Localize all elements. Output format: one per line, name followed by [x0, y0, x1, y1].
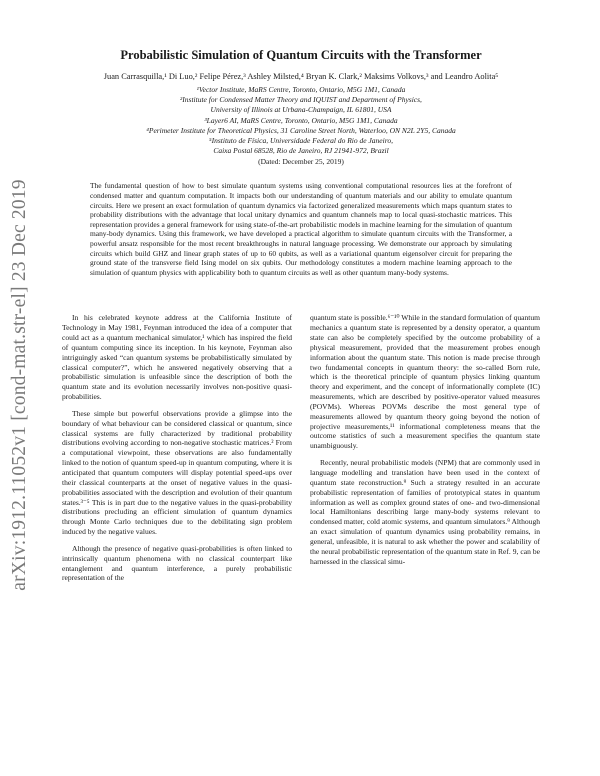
affiliation-line: ³Layer6 AI, MaRS Centre, Toronto, Ontario, M5G 1M1, Canada — [204, 115, 398, 125]
paragraph: Recently, neural probabilistic models (NPM) that are commonly used in language modelling and translation have been used in the context of quantum state reconstruction.⁹ Such a strategy resulted in an accurate probabilistic representation of families of prototypical states in quantum information as well as complex ground states of one- and two-dimensional local Hamiltonians describing large many-body systems relevant to condensed matter, cold atomic systems, and quantum simulators.⁹ Although an exact simulation of quantum dynamics using probability remains, in general, unfeasible, it is natural to ask whether the power and scalability of the neural probabilistic representation of the quantum state in Ref. 9, can be harnessed in the classical simu- — [310, 458, 540, 566]
paragraph: In his celebrated keynote address at the California Institute of Technology in May 1981, Feynman introduced the idea of a computer that could act as a quantum mechanical simulator,¹ which has inspired the field of quantum computing since its inception. In his keynote, Feynman also intriguingly asked “can quantum systems be probabilistically simulated by classical computer?”, which he answered negatively observing that a probabilistic simulation is unfeasible since the description of both the quantum state and its evolution necessarily involves non-positive quasi-probabilities. — [62, 313, 292, 402]
affiliation-line: University of Illinois at Urbana-Champaign, IL 61801, USA — [210, 105, 392, 115]
affiliation-line: ⁵Instituto de Física, Universidade Federal do Rio de Janeiro, — [209, 136, 393, 146]
left-column — [62, 313, 292, 590]
abstract: The fundamental question of how to best simulate quantum systems using conventional computational resources lies at the forefront of condensed matter and quantum computation. It impacts both our understanding of quantum materials and our ability to emulate quantum circuits. Here we present an exact formulation of quantum dynamics via factorized generalized measurements which maps quantum states to probability distributions with the advantage that local unitary dynamics and quantum channels map to local quasi-stochastic matrices. This representation provides a general framework for using state-of-the-art probabilistic models in machine learning for the simulation of quantum many-body dynamics. Using this framework, we have developed a practical algorithm to simulate quantum circuits with the Transformer, a powerful ansatz responsible for the most recent breakthroughs in natural language processing. We demonstrate our approach by simulating circuits which build GHZ and linear graph states of up to 60 qubits, as well as a variational quantum eigensolver circuit for preparing the ground state of the transverse field Ising model on six qubits. Our methodology constitutes a modern machine learning approach to the simulation of quantum physics with applicability both to quantum circuits as well as other quantum many-body systems. — [90, 181, 512, 277]
affiliations — [62, 85, 540, 156]
paragraph: These simple but powerful observations provide a glimpse into the boundary of what behaviour can be considered classical or quantum, since classical systems are fully characterized by traditional probability distributions evolving according to non-negative stochastic matrices.² From a computational viewpoint, these observations are also fundamentally linked to the notion of quantum speed-up in quantum computing, where it is anticipated that quantum computers will display potential speed-ups over their classical counterparts at the onset of negative values in the quasi-probabilities associated with the description and evolution of their quantum states.³⁻⁵ This is in part due to the negative values in the quasi-probability distributions precluding an efficient simulation of quantum dynamics through Monte Carlo techniques due to the debilitating sign problem induced by the negative values. — [62, 408, 292, 537]
paper-page — [62, 18, 540, 590]
affiliation-line: ²Institute for Condensed Matter Theory and IQUIST and Department of Physics, — [180, 95, 422, 105]
author-list: Juan Carrasquilla,¹ Di Luo,² Felipe Pérez,³ Ashley Milsted,⁴ Bryan K. Clark,² Maksims Volkovs,³ and Leandro Aolita⁵ — [103, 72, 499, 81]
arxiv-identifier-stamp — [0, 0, 40, 776]
affiliation-line: Caixa Postal 68528, Rio de Janeiro, RJ 21941-972, Brazil — [213, 146, 389, 156]
arxiv-id-text: arXiv:1912.11052v1 [cond-mat.str-el] 23 Dec 2019 — [9, 179, 30, 591]
paper-title: Probabilistic Simulation of Quantum Circuits with the Transformer — [120, 48, 482, 62]
paragraph: Although the presence of negative quasi-probabilities is often linked to intrinsically quantum phenomena with no classical counterpart like entanglement and quantum interference, a purely probabilistic representation of the — [62, 543, 292, 583]
paragraph: quantum state is possible.⁶⁻¹⁰ While in the standard formulation of quantum mechanics a quantum state is represented by a density operator, a quantum state can also be completely specified by the outcome probability of a physical measurement, provided that the measurement probes enough information about the quantum state. This notion is made precise through two fundamental concepts in quantum theory: the so-called Born rule, which is the theoretical principle of quantum physics linking quantum theory and experiment, and the concept of informationally complete (IC) measurements, which are described by positive-operator valued measures (POVMs). Whereas POVMs describe the most general type of measurements allowed by quantum theory going beyond the notion of projective measurements,¹¹ informational completeness means that the outcome statistics of such a measurement specifies the quantum state unambiguously. — [310, 313, 540, 451]
right-column — [310, 313, 540, 590]
body-columns — [62, 313, 540, 590]
affiliation-line: ¹Vector Institute, MaRS Centre, Toronto, Ontario, M5G 1M1, Canada — [196, 85, 406, 94]
date-line: (Dated: December 25, 2019) — [258, 157, 344, 167]
affiliation-line: ⁴Perimeter Institute for Theoretical Physics, 31 Caroline Street North, Waterloo, ON N2L 2Y5, Canada — [146, 125, 456, 135]
